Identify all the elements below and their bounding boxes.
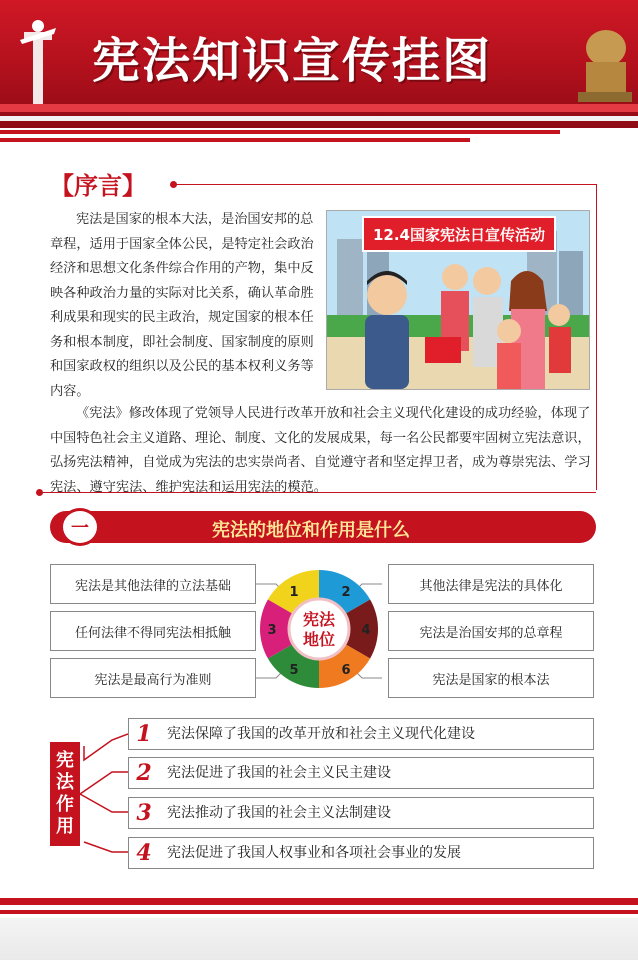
- footer-band: [0, 918, 638, 960]
- effect-item-text: 宪法推动了我国的社会主义法制建设: [167, 805, 391, 821]
- wheel-number-2: 2: [341, 585, 351, 600]
- preface-paragraph-2: 《宪法》修改体现了党领导人民进行改革开放和社会主义现代化建设的成功经验，体现了中国特色社会主义道路、理论、制度、文化的发展成果，每一名公民都要牢固树立宪法意识，弘扬宪法精神，自觉成为宪法的忠实崇尚者、自觉遵守者和坚定捍卫者，成为尊崇宪法、学习宪法、遵守宪法、维护宪法和运用宪法的模范。: [50, 406, 591, 495]
- preface-paragraph-1: 宪法是国家的根本大法，是治国安邦的总章程，适用于国家全体公民，是特定社会政治经济和思想文化条件综合作用的产物，集中反映各种政治力量的实际对比关系，确认革命胜利成果和现实的民主政治，规定国家的根本任务和根本制度，即社会制度、国家制度的原则和国家政权的组织以及公民的基本权利义务等内容。: [50, 212, 314, 399]
- effect-item: [128, 837, 594, 869]
- effect-item: [128, 718, 594, 750]
- wheel-number-1: 1: [289, 585, 299, 600]
- effect-item-number: 3: [136, 800, 152, 826]
- status-item-right-2: 宪法是治国安邦的总章程: [388, 611, 594, 651]
- wheel-number-5: 5: [289, 663, 299, 678]
- illustration-banner-text: 12.4国家宪法日宣传活动: [372, 226, 546, 244]
- effect-item-number: 4: [136, 840, 152, 866]
- footer-stripe: [0, 910, 638, 914]
- status-item-right-1: 其他法律是宪法的具体化: [388, 564, 594, 604]
- wheel-center-line1: 宪法: [302, 610, 336, 629]
- effect-item-text: 宪法促进了我国的社会主义民主建设: [167, 765, 391, 781]
- effect-label-char: 用: [56, 816, 74, 837]
- wheel-number-3: 3: [267, 623, 277, 638]
- wheel-number-4: 4: [361, 623, 371, 638]
- effect-label-char: 法: [56, 772, 74, 793]
- effect-label-char: 宪: [56, 750, 74, 771]
- status-item-left-3: 宪法是最高行为准则: [50, 658, 256, 698]
- section-title: 宪法的地位和作用是什么: [212, 520, 410, 541]
- section-number: 一: [71, 518, 89, 539]
- effect-item: [128, 757, 594, 789]
- status-item-left-2: 任何法律不得同宪法相抵触: [50, 611, 256, 651]
- page-title: 宪法知识宣传挂图: [92, 33, 493, 89]
- constitution-status-wheel: [258, 568, 380, 690]
- effect-item-text: 宪法促进了我国人权事业和各项社会事业的发展: [167, 845, 461, 861]
- wheel-number-6: 6: [341, 663, 351, 678]
- preface-heading: 【序言】: [50, 172, 146, 200]
- effect-label: [50, 742, 80, 846]
- effect-item-number: 1: [136, 721, 152, 747]
- effect-item-number: 2: [136, 760, 152, 786]
- effect-item-text: 宪法保障了我国的改革开放和社会主义现代化建设: [167, 726, 475, 742]
- footer-stripe: [0, 898, 638, 905]
- status-item-right-3: 宪法是国家的根本法: [388, 658, 594, 698]
- status-item-left-1: 宪法是其他法律的立法基础: [50, 564, 256, 604]
- effect-label-char: 作: [56, 794, 74, 815]
- effect-item: [128, 797, 594, 829]
- wheel-center-line2: 地位: [302, 630, 336, 649]
